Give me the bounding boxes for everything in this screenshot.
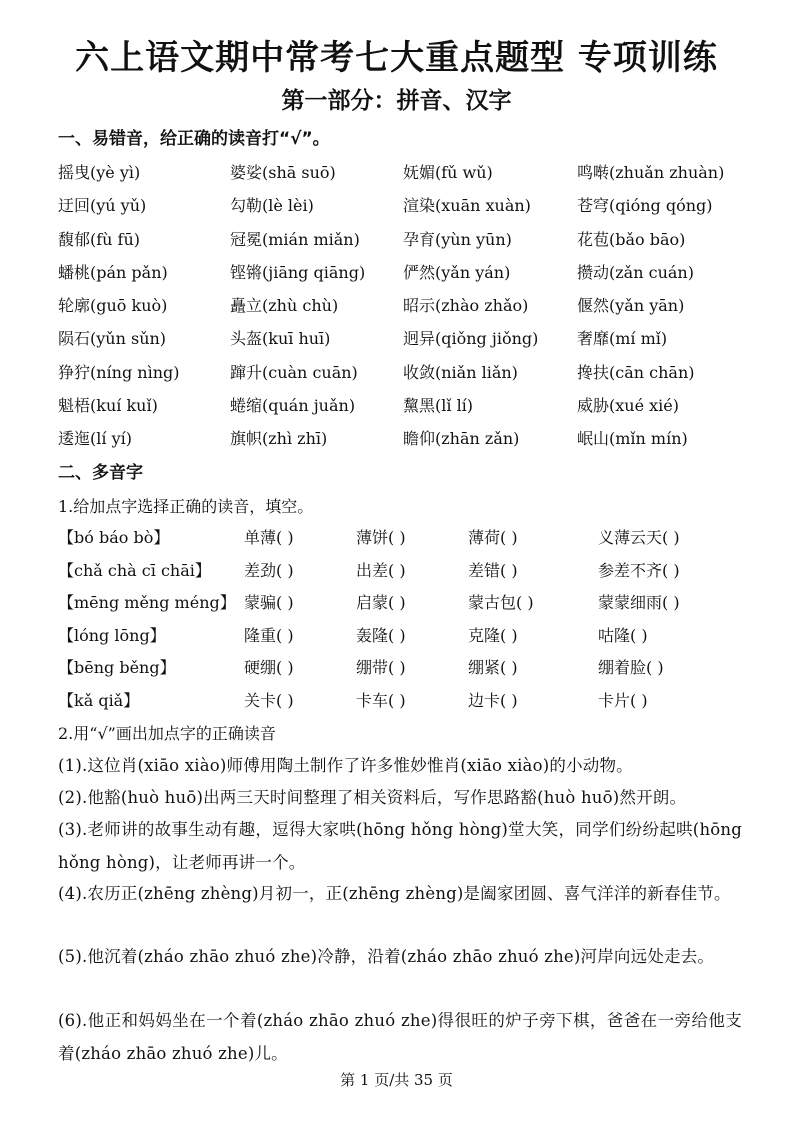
- blank-word: 差错( ): [468, 560, 518, 580]
- grid-row: [58, 158, 748, 191]
- polyphone-row: [58, 588, 748, 621]
- grid-cell: 冠冕(mián miǎn): [230, 229, 360, 249]
- part-subtitle: 第一部分：拼音、汉字: [281, 88, 512, 114]
- question1-label: 1.给加点字选择正确的读音，填空。: [58, 497, 314, 516]
- grid-cell: 矗立(zhù chù): [230, 296, 339, 316]
- pinyin-options: 【bēng běng】: [58, 658, 176, 677]
- grid-cell: 黧黑(lǐ lí): [403, 396, 474, 416]
- blank-word: 参差不齐( ): [598, 560, 680, 580]
- grid-row: [58, 191, 748, 224]
- grid-cell: 婆娑(shā suō): [230, 163, 336, 182]
- grid-row: [58, 324, 748, 357]
- grid-cell: 蹿升(cuàn cuān): [230, 362, 358, 382]
- grid-row: [58, 358, 748, 391]
- grid-cell: 魁梧(kuí kuǐ): [58, 396, 158, 416]
- grid-cell: 昭示(zhào zhǎo): [403, 296, 529, 316]
- grid-cell: 头盔(kuī huī): [230, 329, 331, 349]
- blank-word: 卡车( ): [356, 690, 406, 710]
- page-footer: 第 1 页/共 35 页: [340, 1071, 453, 1089]
- grid-cell: 迥异(qiǒng jiǒng): [403, 329, 539, 349]
- blank-word: 蒙古包( ): [468, 593, 534, 612]
- grid-cell: 花苞(bǎo bāo): [577, 229, 686, 249]
- blank-word: 义薄云天( ): [598, 528, 680, 547]
- grid-cell: 俨然(yǎn yán): [403, 262, 511, 282]
- grid-cell: 鸣啭(zhuǎn zhuàn): [577, 163, 725, 182]
- grid-cell: 逶迤(lí yí): [58, 429, 132, 449]
- pinyin-options: 【mēng měng méng】: [58, 593, 236, 612]
- grid-cell: 搀扶(cān chān): [577, 362, 695, 382]
- grid-row: [58, 225, 748, 258]
- blank-word: 卡片( ): [598, 690, 648, 710]
- pinyin-options: 【lóng lōng】: [58, 625, 166, 645]
- grid-row: [58, 258, 748, 291]
- grid-cell: 旗帜(zhì zhī): [230, 429, 328, 449]
- question2-item-4: (4).农历正(zhēng zhèng)月初一，正(zhēng zhèng)是阖家团圆、喜气洋洋的新春佳节。: [58, 884, 731, 903]
- grid-cell: 收敛(niǎn liǎn): [403, 362, 518, 382]
- grid-cell: 勾勒(lè lèi): [230, 196, 314, 216]
- blank-word: 关卡( ): [244, 690, 294, 710]
- blank-word: 咕隆( ): [598, 625, 648, 645]
- polyphone-row: [58, 523, 748, 556]
- grid-cell: 摇曳(yè yì): [58, 163, 141, 182]
- blank-word: 薄饼( ): [356, 528, 406, 547]
- section1-heading: 一、易错音，给正确的读音打“√”。: [58, 129, 330, 149]
- question2-label: 2.用“√”画出加点字的正确读音: [58, 724, 276, 743]
- grid-cell: 奢靡(mí mǐ): [577, 329, 668, 349]
- blank-word: 硬绷( ): [244, 658, 294, 677]
- pinyin-grid: [58, 158, 748, 458]
- pinyin-options: 【bó báo bò】: [58, 528, 170, 547]
- grid-cell: 陨石(yǔn sǔn): [58, 329, 167, 349]
- pinyin-options: 【kǎ qiǎ】: [58, 690, 140, 710]
- grid-cell: 孕育(yùn yūn): [403, 229, 512, 249]
- grid-cell: 攒动(zǎn cuán): [577, 262, 694, 282]
- blank-word: 轰隆( ): [356, 625, 406, 645]
- grid-cell: 铿锵(jiāng qiāng): [230, 262, 366, 282]
- grid-cell: 妩媚(fǔ wǔ): [403, 163, 493, 182]
- blank-word: 启蒙( ): [356, 593, 406, 612]
- grid-cell: 蜷缩(quán juǎn): [230, 396, 356, 416]
- blank-word: 绷着脸( ): [598, 658, 664, 677]
- blank-word: 绷紧( ): [468, 658, 518, 677]
- grid-cell: 蟠桃(pán pǎn): [58, 262, 168, 282]
- blank-word: 出差( ): [356, 560, 406, 580]
- grid-cell: 迂回(yú yǔ): [58, 196, 147, 216]
- blank-word: 薄荷( ): [468, 528, 518, 547]
- grid-cell: 苍穹(qióng qóng): [577, 196, 713, 216]
- page-title: 六上语文期中常考七大重点题型 专项训练: [75, 38, 718, 78]
- question2-item-2: (2).他豁(huò huō)出两三天时间整理了相关资料后，写作思路豁(huò huō)然开朗。: [58, 788, 687, 807]
- grid-cell: 威胁(xué xié): [577, 396, 679, 416]
- question2-item-1: (1).这位肖(xiāo xiào)师傅用陶土制作了许多惟妙惟肖(xiāo xiào)的小动物。: [58, 756, 633, 775]
- blank-word: 边卡( ): [468, 690, 518, 710]
- pinyin-options: 【chǎ chà cī chāi】: [58, 560, 211, 580]
- grid-row: [58, 424, 748, 457]
- blank-word: 单薄( ): [244, 528, 294, 547]
- blank-word: 差劲( ): [244, 560, 294, 580]
- question2-item-5: (5).他沉着(zháo zhāo zhuó zhe)冷静，沿着(zháo zhāo zhuó zhe)河岸向远处走去。: [58, 947, 715, 966]
- grid-row: [58, 291, 748, 324]
- grid-cell: 瞻仰(zhān zǎn): [403, 429, 520, 449]
- grid-cell: 馥郁(fù fū): [58, 229, 141, 249]
- grid-cell: 偃然(yǎn yān): [577, 296, 685, 316]
- blank-word: 克隆( ): [468, 625, 518, 645]
- question2-item-3: (3).老师讲的故事生动有趣，逗得大家哄(hōng hǒng hòng)堂大笑，同学们纷纷起哄(hōng hǒng hòng)，让老师再讲一个。: [58, 820, 742, 872]
- polyphone-table: [58, 523, 748, 718]
- grid-cell: 岷山(mǐn mín): [577, 429, 688, 449]
- polyphone-row: [58, 686, 748, 719]
- polyphone-row: [58, 556, 748, 589]
- section2-heading: 二、多音字: [58, 463, 143, 483]
- blank-word: 蒙骗( ): [244, 593, 294, 612]
- blank-word: 蒙蒙细雨( ): [598, 593, 680, 612]
- grid-cell: 渲染(xuān xuàn): [403, 196, 531, 216]
- grid-cell: 狰狞(níng nìng): [58, 362, 180, 382]
- polyphone-row: [58, 621, 748, 654]
- question2-item-6: (6).他正和妈妈坐在一个着(zháo zhāo zhuó zhe)得很旺的炉子旁下棋，爸爸在一旁给他支着(zháo zhāo zhuó zhe)儿。: [58, 1011, 742, 1063]
- polyphone-row: [58, 653, 748, 686]
- grid-cell: 轮廓(guō kuò): [58, 296, 168, 316]
- grid-row: [58, 391, 748, 424]
- blank-word: 绷带( ): [356, 658, 406, 677]
- blank-word: 隆重( ): [244, 625, 294, 645]
